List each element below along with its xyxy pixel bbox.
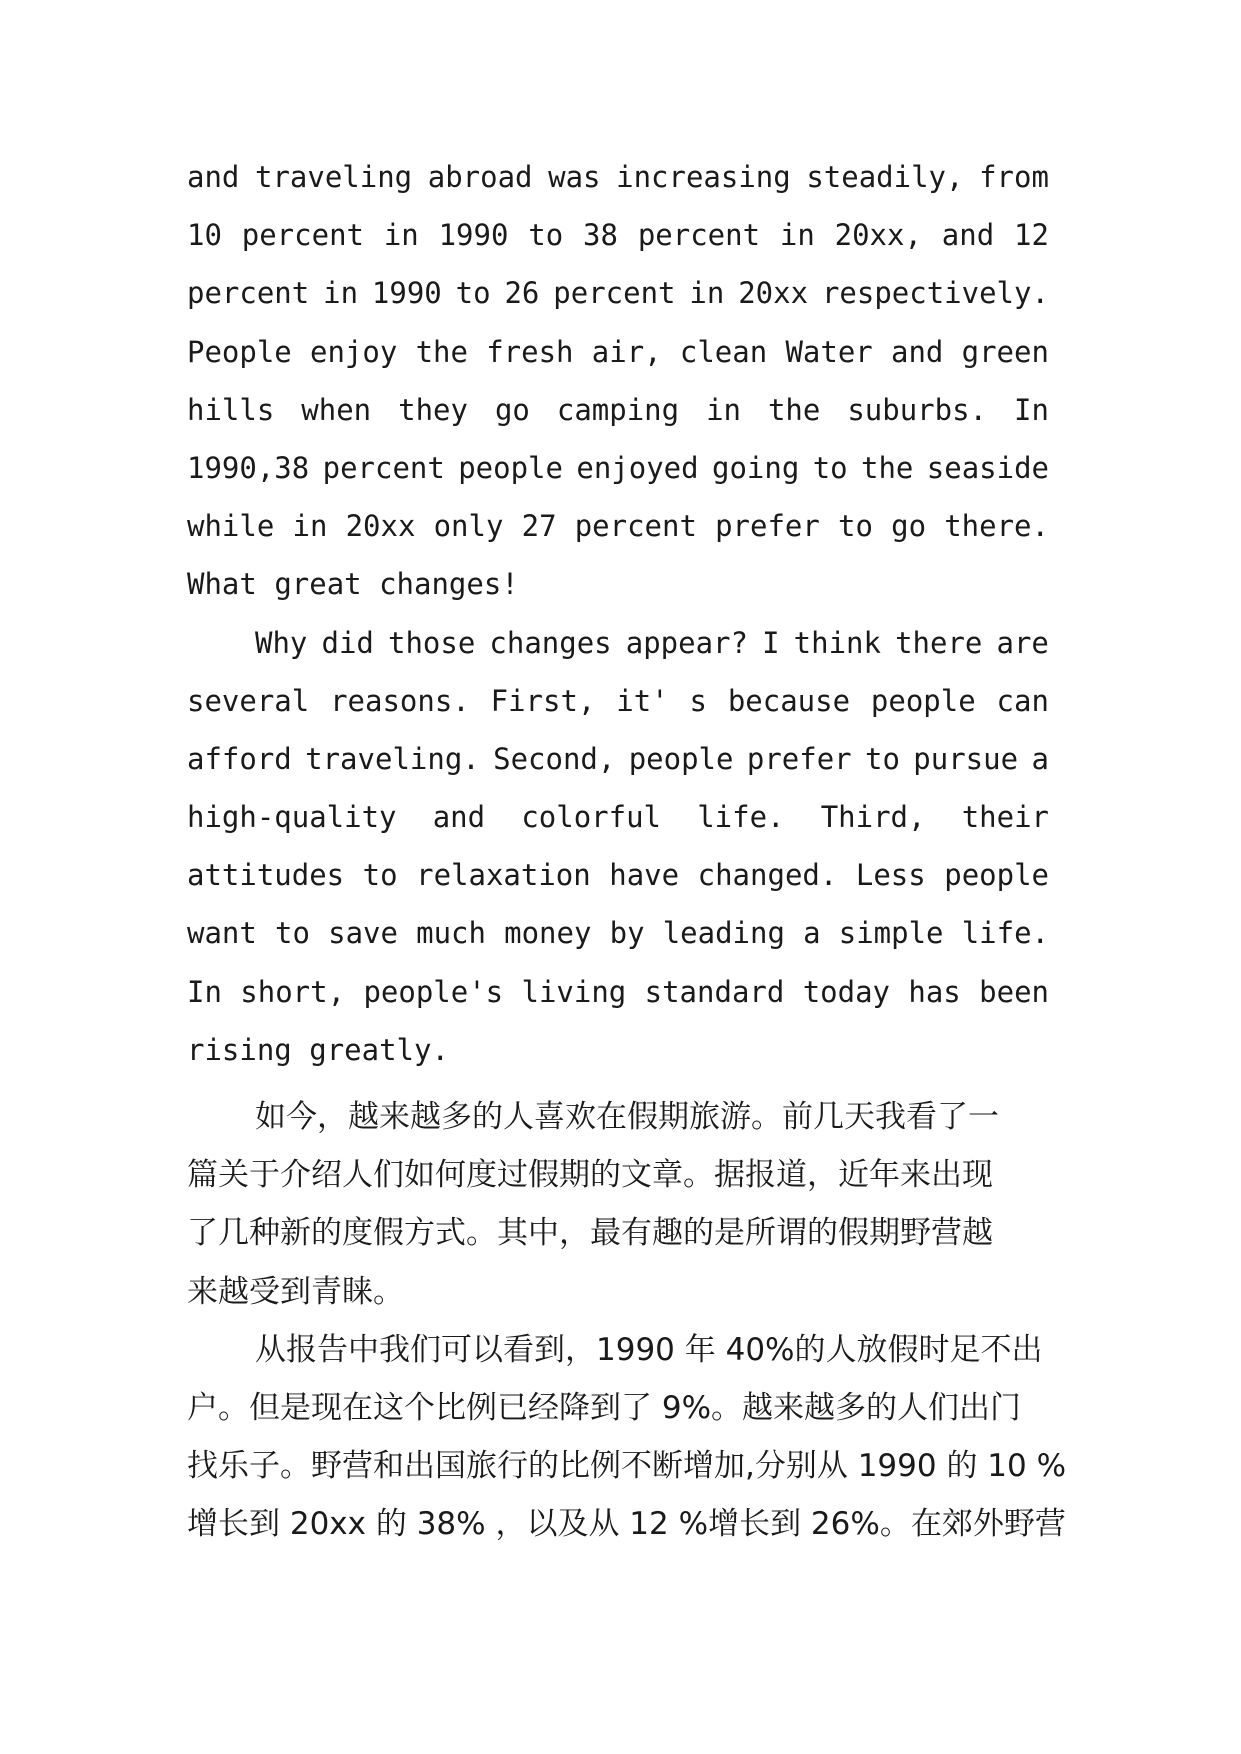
paragraph-en-2 [187,626,1049,1092]
text-line: percent in 1990 to 26 percent in 20xx respectively. [187,276,1049,311]
text-line: Why did those changes appear? I think there are [255,625,1049,660]
text-line: high-quality and colorful life. Third, their [187,800,1049,835]
text-line: 了几种新的度假方式。其中，最有趣的是所谓的假期野营越 [187,1215,993,1252]
text-line: 从报告中我们可以看到，1990 年 40%的人放假时足不出 [255,1331,1043,1368]
paragraph-zh-1 [187,1091,1049,1324]
text-line: 找乐子。野营和出国旅行的比例不断增加,分别从 1990 的 10 % [187,1448,1067,1485]
text-line: and traveling abroad was increasing steadily, from [187,160,1049,194]
text-line: attitudes to relaxation have changed. Less people [187,858,1049,893]
text-line: afford traveling. Second, people prefer to pursue a [187,741,1049,776]
paragraph-en-1 [187,160,1049,626]
document-body [187,160,1067,1557]
text-line: hills when they go camping in the suburbs. In [187,392,1049,427]
text-line: 增长到 20xx 的 38% ，以及从 12 %增长到 26%。在郊外野营 [187,1506,1066,1543]
text-line: want to save much money by leading a simple life. [187,916,1049,951]
paragraph-zh-2 [187,1324,1067,1557]
text-line: while in 20xx only 27 percent prefer to go there. [187,509,1049,544]
text-line: 10 percent in 1990 to 38 percent in 20xx, and 12 [187,218,1049,253]
text-line: 户。但是现在这个比例已经降到了 9%。越来越多的人们出门 [187,1389,1022,1426]
text-line: rising greatly. [187,1032,449,1067]
text-line: People enjoy the fresh air, clean Water and green [187,334,1049,369]
text-line: several reasons. First, it' s because people can [187,683,1049,718]
text-line: 来越受到青睐。 [187,1273,404,1310]
text-line: 篇关于介绍人们如何度过假期的文章。据报道，近年来出现 [187,1157,993,1194]
text-line: 如今，越来越多的人喜欢在假期旅游。前几天我看了一 [255,1099,999,1135]
text-line: 1990,38 percent people enjoyed going to the seaside [187,450,1049,485]
text-line: In short, people's living standard today has been [187,974,1049,1009]
text-line: What great changes! [187,567,519,602]
